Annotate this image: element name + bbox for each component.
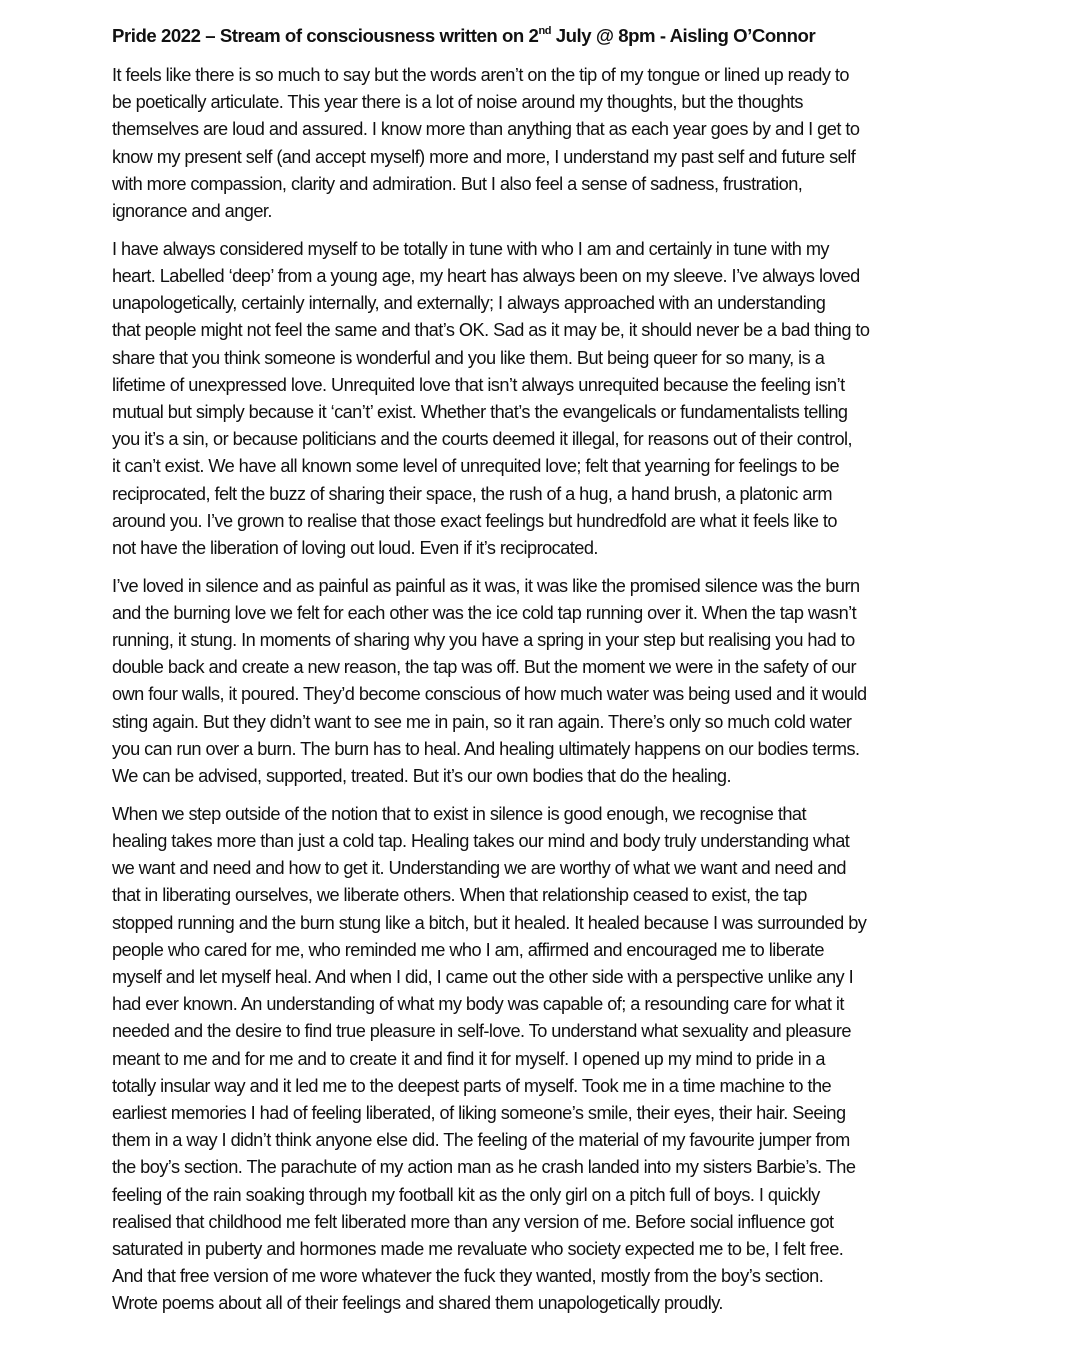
text-line: the boy’s section. The parachute of my action man as he crash landed into my sisters Barbie’s. The: [112, 1157, 856, 1178]
text-line: We can be advised, supported, treated. But it’s our own bodies that do the healing.: [112, 766, 731, 787]
text-line: own four walls, it poured. They’d become conscious of how much water was being used and it would: [112, 684, 867, 705]
text-line: themselves are loud and assured. I know more than anything that as each year goes by and I get to: [112, 119, 860, 140]
text-line: be poetically articulate. This year there is a lot of noise around my thoughts, but the thoughts: [112, 92, 803, 113]
text-line: them in a way I didn’t think anyone else did. The feeling of the material of my favourite jumper from: [112, 1130, 850, 1151]
text-line: When we step outside of the notion that to exist in silence is good enough, we recognise that: [112, 803, 806, 824]
text-line: realised that childhood me felt liberated more than any version of me. Before social influence got: [112, 1211, 834, 1232]
document-page: [112, 22, 972, 1328]
paragraph: [112, 62, 972, 225]
document-body: [112, 62, 972, 1318]
text-line: you can run over a burn. The burn has to heal. And healing ultimately happens on our bodies terms.: [112, 738, 860, 759]
text-line: I have always considered myself to be totally in tune with who I am and certainly in tune with my: [112, 238, 829, 259]
text-line: ignorance and anger.: [112, 201, 272, 222]
text-line: around you. I’ve grown to realise that those exact feelings but hundredfold are what it feels like to: [112, 510, 837, 531]
title-text-start: Pride 2022 – Stream of consciousness written on 2: [112, 25, 539, 46]
text-line: you it’s a sin, or because politicians and the courts deemed it illegal, for reasons out of their control,: [112, 429, 853, 450]
text-line: and the burning love we felt for each other was the ice cold tap running over it. When the tap wasn’t: [112, 602, 857, 623]
text-line: share that you think someone is wonderful and you like them. But being queer for so many, is a: [112, 347, 825, 368]
text-line: we want and need and how to get it. Understanding we are worthy of what we want and need and: [112, 858, 846, 879]
document-title: [112, 22, 972, 50]
text-line: stopped running and the burn stung like a bitch, but it healed. It healed because I was surrounded by: [112, 912, 867, 933]
text-line: mutual but simply because it ‘can’t’ exist. Whether that’s the evangelicals or fundamentalists telling: [112, 401, 848, 422]
text-line: earliest memories I had of feeling liberated, of liking someone’s smile, their eyes, their hair. Seeing: [112, 1103, 846, 1124]
text-line: myself and let myself heal. And when I did, I came out the other side with a perspective unlike any I: [112, 967, 854, 987]
text-line: I’ve loved in silence and as painful as painful as it was, it was like the promised silence was the burn: [112, 575, 860, 596]
title-ordinal-suffix: nd: [538, 24, 551, 37]
text-line: heart. Labelled ‘deep’ from a young age, my heart has always been on my sleeve. I’ve always loved: [112, 265, 860, 286]
text-line: that in liberating ourselves, we liberate others. When that relationship ceased to exist, the tap: [112, 885, 807, 906]
text-line: people who cared for me, who reminded me who I am, affirmed and encouraged me to liberate: [112, 939, 824, 960]
text-line: that people might not feel the same and that’s OK. Sad as it may be, it should never be a bad thing to: [112, 320, 870, 341]
text-line: sting again. But they didn’t want to see me in pain, so it ran again. There’s only so much cold water: [112, 711, 852, 732]
paragraph: [112, 801, 972, 1318]
text-line: running, it stung. In moments of sharing why you have a spring in your step but realising you had to: [112, 630, 855, 651]
text-line: healing takes more than just a cold tap. Healing takes our mind and body truly understanding what: [112, 830, 850, 851]
text-line: know my present self (and accept myself) more and more, I understand my past self and future self: [112, 146, 856, 167]
title-text-end: July @ 8pm - Aisling O’Connor: [550, 25, 816, 46]
text-line: double back and create a new reason, the tap was off. But the moment we were in the safety of our: [112, 657, 857, 678]
paragraph: [112, 236, 972, 562]
text-line: feeling of the rain soaking through my football kit as the only girl on a pitch full of boys. I quickly: [112, 1184, 820, 1205]
text-line: totally insular way and it led me to the deepest parts of myself. Took me in a time machine to the: [112, 1075, 832, 1096]
text-line: saturated in puberty and hormones made me revaluate who society expected me to be, I felt free.: [112, 1239, 844, 1260]
text-line: unapologetically, certainly internally, and externally; I always approached with an understanding: [112, 293, 826, 314]
text-line: Wrote poems about all of their feelings and shared them unapologetically proudly.: [112, 1293, 723, 1314]
text-line: And that free version of me wore whatever the fuck they wanted, mostly from the boy’s section.: [112, 1266, 824, 1287]
text-line: had ever known. An understanding of what my body was capable of; a resounding care for what it: [112, 994, 844, 1015]
text-line: with more compassion, clarity and admiration. But I also feel a sense of sadness, frustration,: [112, 173, 803, 194]
text-line: not have the liberation of loving out loud. Even if it’s reciprocated.: [112, 537, 598, 558]
text-line: lifetime of unexpressed love. Unrequited love that isn’t always unrequited because the feeling isn’t: [112, 374, 845, 395]
text-line: needed and the desire to find true pleasure in self-love. To understand what sexuality and pleasure: [112, 1021, 851, 1042]
text-line: It feels like there is so much to say but the words aren’t on the tip of my tongue or lined up ready to: [112, 65, 849, 85]
text-line: reciprocated, felt the buzz of sharing their space, the rush of a hug, a hand brush, a platonic arm: [112, 483, 832, 504]
text-line: it can’t exist. We have all known some level of unrequited love; felt that yearning for feelings to be: [112, 456, 840, 477]
paragraph: [112, 573, 972, 791]
text-line: meant to me and for me and to create it and find it for myself. I opened up my mind to pride in a: [112, 1048, 825, 1069]
